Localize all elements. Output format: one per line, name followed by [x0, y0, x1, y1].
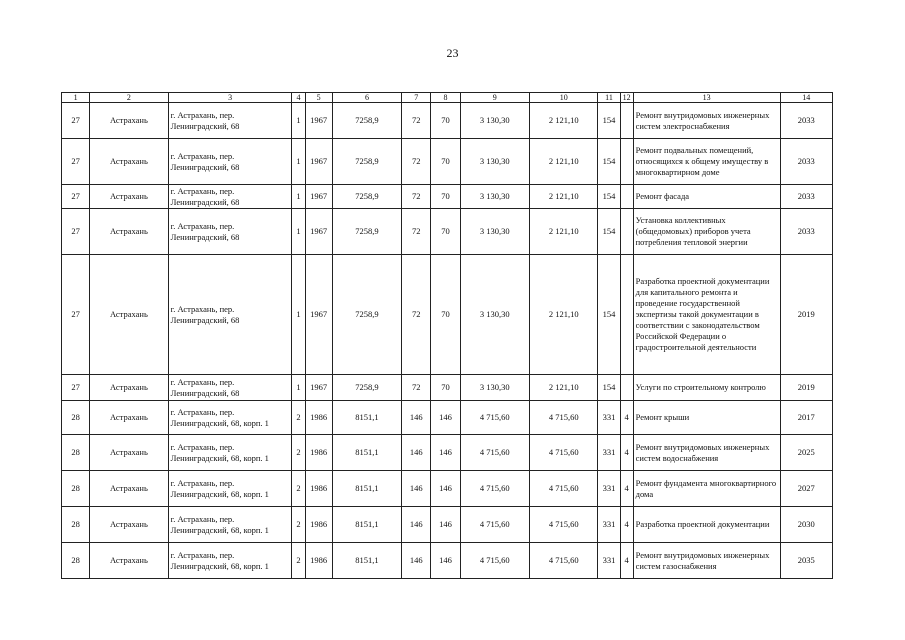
residents-cell: 154 [598, 185, 620, 209]
building-type-cell: 1 [292, 185, 305, 209]
living-area-private-cell: 4 715,60 [529, 543, 597, 579]
address-cell: г. Астрахань, пер. Ленинградский, 68, корп. 1 [168, 435, 292, 471]
total-area-cell: 7258,9 [332, 103, 401, 139]
total-area-cell: 8151,1 [332, 471, 401, 507]
work-type-cell: Ремонт фасада [633, 185, 780, 209]
apartments-total-cell: 72 [402, 103, 431, 139]
column-number: 3 [168, 93, 292, 103]
living-area-cell: 4 715,60 [460, 543, 529, 579]
address-cell: г. Астрахань, пер. Ленинградский, 68 [168, 103, 292, 139]
floors-cell [620, 103, 633, 139]
residents-cell: 154 [598, 375, 620, 401]
total-area-cell: 7258,9 [332, 375, 401, 401]
apartments-private-cell: 146 [431, 471, 460, 507]
total-area-cell: 8151,1 [332, 401, 401, 435]
living-area-private-cell: 2 121,10 [529, 255, 597, 375]
living-area-private-cell: 4 715,60 [529, 435, 597, 471]
building-type-cell: 2 [292, 401, 305, 435]
row-number-cell: 28 [62, 435, 90, 471]
table-row [62, 543, 833, 579]
build-year-cell: 1986 [305, 401, 332, 435]
city-cell: Астрахань [90, 543, 169, 579]
building-type-cell: 2 [292, 435, 305, 471]
living-area-private-cell: 2 121,10 [529, 375, 597, 401]
column-number: 8 [431, 93, 460, 103]
apartments-private-cell: 146 [431, 401, 460, 435]
column-number: 11 [598, 93, 620, 103]
apartments-private-cell: 146 [431, 543, 460, 579]
building-type-cell: 1 [292, 139, 305, 185]
work-type-cell: Ремонт крыши [633, 401, 780, 435]
repair-schedule-table [61, 92, 833, 579]
work-type-cell: Ремонт внутридомовых инженерных систем водоснабжения [633, 435, 780, 471]
row-number-cell: 28 [62, 471, 90, 507]
residents-cell: 154 [598, 255, 620, 375]
row-number-cell: 27 [62, 139, 90, 185]
plan-year-cell: 2027 [780, 471, 832, 507]
apartments-private-cell: 70 [431, 103, 460, 139]
apartments-total-cell: 146 [402, 543, 431, 579]
column-number: 6 [332, 93, 401, 103]
build-year-cell: 1986 [305, 507, 332, 543]
total-area-cell: 8151,1 [332, 543, 401, 579]
row-number-cell: 27 [62, 255, 90, 375]
apartments-total-cell: 72 [402, 209, 431, 255]
apartments-private-cell: 146 [431, 507, 460, 543]
address-cell: г. Астрахань, пер. Ленинградский, 68, корп. 1 [168, 543, 292, 579]
apartments-total-cell: 146 [402, 435, 431, 471]
city-cell: Астрахань [90, 103, 169, 139]
address-cell: г. Астрахань, пер. Ленинградский, 68 [168, 209, 292, 255]
city-cell: Астрахань [90, 471, 169, 507]
floors-cell: 4 [620, 507, 633, 543]
apartments-private-cell: 70 [431, 255, 460, 375]
row-number-cell: 27 [62, 209, 90, 255]
apartments-total-cell: 146 [402, 507, 431, 543]
plan-year-cell: 2033 [780, 185, 832, 209]
build-year-cell: 1986 [305, 471, 332, 507]
plan-year-cell: 2025 [780, 435, 832, 471]
work-type-cell: Ремонт внутридомовых инженерных систем газоснабжения [633, 543, 780, 579]
table-row [62, 471, 833, 507]
table-row [62, 375, 833, 401]
floors-cell [620, 139, 633, 185]
apartments-total-cell: 146 [402, 471, 431, 507]
build-year-cell: 1967 [305, 375, 332, 401]
plan-year-cell: 2019 [780, 255, 832, 375]
building-type-cell: 1 [292, 255, 305, 375]
total-area-cell: 7258,9 [332, 255, 401, 375]
column-number: 2 [90, 93, 169, 103]
work-type-cell: Установка коллективных (общедомовых) приборов учета потребления тепловой энергии [633, 209, 780, 255]
total-area-cell: 7258,9 [332, 209, 401, 255]
city-cell: Астрахань [90, 255, 169, 375]
row-number-cell: 28 [62, 507, 90, 543]
floors-cell: 4 [620, 435, 633, 471]
address-cell: г. Астрахань, пер. Ленинградский, 68, корп. 1 [168, 507, 292, 543]
total-area-cell: 7258,9 [332, 185, 401, 209]
work-type-cell: Ремонт фундамента многоквартирного дома [633, 471, 780, 507]
row-number-cell: 27 [62, 103, 90, 139]
table-row [62, 209, 833, 255]
living-area-cell: 3 130,30 [460, 185, 529, 209]
column-number: 10 [529, 93, 597, 103]
table-row [62, 435, 833, 471]
plan-year-cell: 2033 [780, 139, 832, 185]
living-area-private-cell: 4 715,60 [529, 507, 597, 543]
building-type-cell: 2 [292, 471, 305, 507]
living-area-cell: 4 715,60 [460, 471, 529, 507]
plan-year-cell: 2017 [780, 401, 832, 435]
floors-cell: 4 [620, 471, 633, 507]
build-year-cell: 1967 [305, 185, 332, 209]
address-cell: г. Астрахань, пер. Ленинградский, 68 [168, 255, 292, 375]
table-row [62, 401, 833, 435]
work-type-cell: Ремонт подвальных помещений, относящихся к общему имуществу в многоквартирном доме [633, 139, 780, 185]
row-number-cell: 27 [62, 185, 90, 209]
building-type-cell: 1 [292, 103, 305, 139]
residents-cell: 154 [598, 103, 620, 139]
residents-cell: 331 [598, 543, 620, 579]
column-number-row [62, 93, 833, 103]
apartments-total-cell: 72 [402, 375, 431, 401]
column-number: 4 [292, 93, 305, 103]
floors-cell: 4 [620, 543, 633, 579]
plan-year-cell: 2030 [780, 507, 832, 543]
building-type-cell: 1 [292, 375, 305, 401]
living-area-cell: 3 130,30 [460, 375, 529, 401]
apartments-total-cell: 146 [402, 401, 431, 435]
living-area-cell: 3 130,30 [460, 139, 529, 185]
column-number: 9 [460, 93, 529, 103]
column-number: 12 [620, 93, 633, 103]
row-number-cell: 28 [62, 543, 90, 579]
living-area-private-cell: 2 121,10 [529, 209, 597, 255]
building-type-cell: 2 [292, 507, 305, 543]
apartments-private-cell: 70 [431, 375, 460, 401]
apartments-private-cell: 70 [431, 139, 460, 185]
work-type-cell: Услуги по строительному контролю [633, 375, 780, 401]
apartments-private-cell: 70 [431, 185, 460, 209]
column-number: 1 [62, 93, 90, 103]
plan-year-cell: 2035 [780, 543, 832, 579]
column-number: 5 [305, 93, 332, 103]
row-number-cell: 27 [62, 375, 90, 401]
city-cell: Астрахань [90, 209, 169, 255]
residents-cell: 331 [598, 401, 620, 435]
living-area-private-cell: 4 715,60 [529, 471, 597, 507]
table-body [62, 103, 833, 579]
residents-cell: 154 [598, 209, 620, 255]
address-cell: г. Астрахань, пер. Ленинградский, 68, корп. 1 [168, 471, 292, 507]
column-number: 7 [402, 93, 431, 103]
apartments-total-cell: 72 [402, 255, 431, 375]
column-number: 13 [633, 93, 780, 103]
floors-cell [620, 255, 633, 375]
floors-cell: 4 [620, 401, 633, 435]
apartments-total-cell: 72 [402, 185, 431, 209]
living-area-private-cell: 2 121,10 [529, 103, 597, 139]
plan-year-cell: 2019 [780, 375, 832, 401]
total-area-cell: 7258,9 [332, 139, 401, 185]
column-number: 14 [780, 93, 832, 103]
plan-year-cell: 2033 [780, 209, 832, 255]
plan-year-cell: 2033 [780, 103, 832, 139]
table-row [62, 139, 833, 185]
address-cell: г. Астрахань, пер. Ленинградский, 68 [168, 375, 292, 401]
build-year-cell: 1986 [305, 435, 332, 471]
floors-cell [620, 375, 633, 401]
residents-cell: 331 [598, 471, 620, 507]
build-year-cell: 1967 [305, 255, 332, 375]
city-cell: Астрахань [90, 401, 169, 435]
city-cell: Астрахань [90, 435, 169, 471]
living-area-private-cell: 2 121,10 [529, 185, 597, 209]
address-cell: г. Астрахань, пер. Ленинградский, 68 [168, 139, 292, 185]
living-area-cell: 3 130,30 [460, 209, 529, 255]
work-type-cell: Разработка проектной документации для капитального ремонта и проведение государственной экспертизы такой документации в соответствии с законодательством Российской Федерации о градостроительной деятельности [633, 255, 780, 375]
build-year-cell: 1967 [305, 139, 332, 185]
building-type-cell: 1 [292, 209, 305, 255]
apartments-private-cell: 70 [431, 209, 460, 255]
floors-cell [620, 185, 633, 209]
apartments-private-cell: 146 [431, 435, 460, 471]
build-year-cell: 1967 [305, 209, 332, 255]
table-row [62, 255, 833, 375]
city-cell: Астрахань [90, 139, 169, 185]
row-number-cell: 28 [62, 401, 90, 435]
total-area-cell: 8151,1 [332, 507, 401, 543]
living-area-private-cell: 4 715,60 [529, 401, 597, 435]
address-cell: г. Астрахань, пер. Ленинградский, 68, корп. 1 [168, 401, 292, 435]
city-cell: Астрахань [90, 507, 169, 543]
living-area-private-cell: 2 121,10 [529, 139, 597, 185]
living-area-cell: 4 715,60 [460, 435, 529, 471]
build-year-cell: 1967 [305, 103, 332, 139]
table-row [62, 103, 833, 139]
table-row [62, 185, 833, 209]
floors-cell [620, 209, 633, 255]
city-cell: Астрахань [90, 375, 169, 401]
residents-cell: 331 [598, 507, 620, 543]
build-year-cell: 1986 [305, 543, 332, 579]
living-area-cell: 3 130,30 [460, 103, 529, 139]
living-area-cell: 4 715,60 [460, 507, 529, 543]
living-area-cell: 4 715,60 [460, 401, 529, 435]
city-cell: Астрахань [90, 185, 169, 209]
work-type-cell: Ремонт внутридомовых инженерных систем электроснабжения [633, 103, 780, 139]
residents-cell: 154 [598, 139, 620, 185]
residents-cell: 331 [598, 435, 620, 471]
total-area-cell: 8151,1 [332, 435, 401, 471]
address-cell: г. Астрахань, пер. Ленинградский, 68 [168, 185, 292, 209]
building-type-cell: 2 [292, 543, 305, 579]
work-type-cell: Разработка проектной документации [633, 507, 780, 543]
table-row [62, 507, 833, 543]
page-number: 23 [446, 46, 459, 60]
living-area-cell: 3 130,30 [460, 255, 529, 375]
apartments-total-cell: 72 [402, 139, 431, 185]
